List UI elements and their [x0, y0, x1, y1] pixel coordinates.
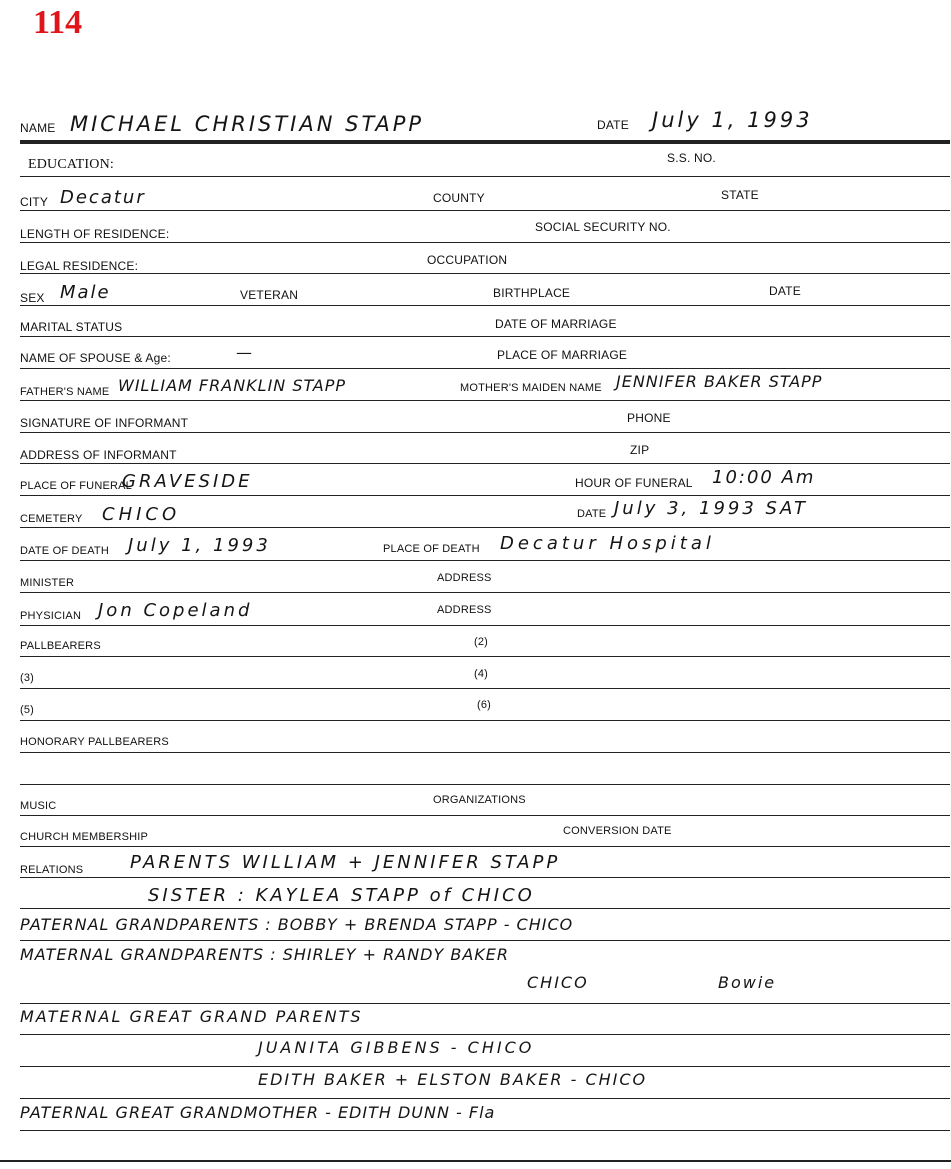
relation-note-chico: CHICO: [527, 973, 589, 992]
sex-label: SEX: [20, 291, 45, 305]
name-rule: [20, 140, 950, 144]
pallbearers-rule: [20, 656, 950, 657]
date-of-death-label: DATE OF DEATH: [20, 545, 109, 557]
bottom-border: [0, 1160, 951, 1162]
birth-date-label: DATE: [769, 284, 801, 298]
phone-label: PHONE: [627, 411, 671, 425]
relation-line-sister: SISTER : KAYLEA STAPP of CHICO: [148, 885, 535, 906]
pallbearer-2-label: (2): [474, 636, 489, 648]
pallbearer-5-label: (5): [20, 704, 35, 716]
ss-no-label: S.S. NO.: [667, 151, 716, 165]
residence-rule: [20, 242, 950, 243]
relation-line-paternal-grandparents: PATERNAL GRANDPARENTS : BOBBY + BRENDA STAPP - CHICO: [20, 915, 574, 934]
minister-label: MINISTER: [20, 577, 75, 589]
county-label: COUNTY: [433, 191, 485, 205]
father-rule: [20, 400, 950, 401]
relations-rule-3: [20, 940, 950, 941]
music-rule: [20, 815, 950, 816]
address-of-informant-label: ADDRESS OF INFORMANT: [20, 448, 177, 462]
city-label: CITY: [20, 195, 49, 209]
relations-rule-7: [20, 1098, 950, 1099]
hour-of-funeral-value: 10:00 Am: [712, 467, 816, 488]
relation-line-paternal-great-grandmother: PATERNAL GREAT GRANDMOTHER - EDITH DUNN - Fla: [20, 1103, 496, 1122]
legal-residence-rule: [20, 273, 950, 274]
relation-line-juanita: JUANITA GIBBENS - CHICO: [258, 1038, 535, 1057]
legal-residence-label: LEGAL RESIDENCE:: [20, 259, 139, 273]
relations-rule-4: [20, 1003, 950, 1004]
place-of-death-label: PLACE OF DEATH: [383, 543, 480, 555]
sex-rule: [20, 305, 950, 306]
relations-rule-6: [20, 1066, 950, 1067]
cemetery-label: CEMETERY: [20, 513, 83, 525]
pallbearers-label: PALLBEARERS: [20, 640, 101, 652]
relations-rule: [20, 877, 950, 878]
spouse-value: —: [236, 343, 254, 362]
birthplace-label: BIRTHPLACE: [493, 286, 571, 300]
city-rule: [20, 210, 950, 211]
pallbearers-rule-3: [20, 720, 950, 721]
date-label: DATE: [597, 118, 629, 132]
place-of-funeral-label: PLACE OF FUNERAL: [20, 480, 133, 492]
minister-rule: [20, 592, 950, 593]
marital-status-label: MARITAL STATUS: [20, 320, 123, 334]
minister-address-label: ADDRESS: [437, 572, 492, 584]
page-number: 114: [33, 4, 83, 41]
education-label: EDUCATION:: [28, 157, 114, 172]
date-of-death-value: July 1, 1993: [128, 535, 271, 556]
relation-line-maternal-grandparents: MATERNAL GRANDPARENTS : SHIRLEY + RANDY BAKER: [20, 945, 509, 964]
honorary-rule: [20, 752, 950, 753]
length-of-residence-label: LENGTH OF RESIDENCE:: [20, 227, 170, 241]
honorary-rule-2: [20, 784, 950, 785]
occupation-label: OCCUPATION: [427, 253, 508, 267]
name-value: MICHAEL CHRISTIAN STAPP: [70, 112, 425, 136]
physician-value: Jon Copeland: [98, 600, 253, 621]
education-rule: [20, 176, 950, 177]
funeral-date-value: July 3, 1993 SAT: [614, 498, 808, 519]
relations-rule-8: [20, 1130, 950, 1131]
pallbearer-3-label: (3): [20, 672, 35, 684]
relation-line-parents: PARENTS WILLIAM + JENNIFER STAPP: [130, 852, 561, 873]
funeral-rule: [20, 495, 950, 496]
signature-rule: [20, 432, 950, 433]
relation-line-maternal-great-grandparents: MATERNAL GREAT GRAND PARENTS: [20, 1007, 363, 1026]
sex-value: Male: [60, 282, 111, 303]
pallbearers-rule-2: [20, 688, 950, 689]
cemetery-rule: [20, 527, 950, 528]
fathers-name-label: FATHER'S NAME: [20, 386, 110, 398]
conversion-date-label: CONVERSION DATE: [563, 825, 672, 837]
pallbearer-6-label: (6): [477, 699, 492, 711]
place-of-marriage-label: PLACE OF MARRIAGE: [497, 348, 628, 362]
marital-rule: [20, 336, 950, 337]
fathers-name-value: WILLIAM FRANKLIN STAPP: [118, 376, 347, 395]
place-of-funeral-value: GRAVESIDE: [122, 471, 253, 492]
veteran-label: VETERAN: [240, 288, 299, 302]
place-of-death-value: Decatur Hospital: [500, 533, 715, 554]
organizations-label: ORGANIZATIONS: [433, 794, 526, 806]
city-value: Decatur: [60, 187, 146, 208]
pallbearer-4-label: (4): [474, 668, 489, 680]
funeral-date-label: DATE: [577, 508, 607, 520]
address-rule: [20, 463, 950, 464]
physician-label: PHYSICIAN: [20, 610, 82, 622]
social-security-label: SOCIAL SECURITY NO.: [535, 220, 671, 234]
death-rule: [20, 560, 950, 561]
relation-note-bowie: Bowie: [718, 973, 777, 992]
relations-rule-2: [20, 908, 950, 909]
mothers-maiden-name-value: JENNIFER BAKER STAPP: [616, 372, 823, 391]
relation-line-edith-baker: EDITH BAKER + ELSTON BAKER - CHICO: [258, 1070, 648, 1089]
relations-rule-5: [20, 1034, 950, 1035]
mothers-maiden-name-label: MOTHER'S MAIDEN NAME: [460, 382, 602, 394]
music-label: MUSIC: [20, 800, 57, 812]
spouse-rule: [20, 368, 950, 369]
relations-label: RELATIONS: [20, 864, 84, 876]
date-of-marriage-label: DATE OF MARRIAGE: [495, 317, 617, 331]
zip-label: ZIP: [630, 443, 650, 457]
physician-rule: [20, 625, 950, 626]
date-value: July 1, 1993: [652, 108, 813, 132]
physician-address-label: ADDRESS: [437, 604, 492, 616]
name-label: NAME: [20, 121, 56, 135]
church-rule: [20, 846, 950, 847]
hour-of-funeral-label: HOUR OF FUNERAL: [575, 476, 693, 490]
spouse-label: NAME OF SPOUSE & Age:: [20, 351, 171, 365]
state-label: STATE: [721, 188, 759, 202]
signature-of-informant-label: SIGNATURE OF INFORMANT: [20, 416, 189, 430]
cemetery-value: CHICO: [102, 504, 181, 525]
church-membership-label: CHURCH MEMBERSHIP: [20, 831, 149, 843]
honorary-pallbearers-label: HONORARY PALLBEARERS: [20, 736, 169, 748]
